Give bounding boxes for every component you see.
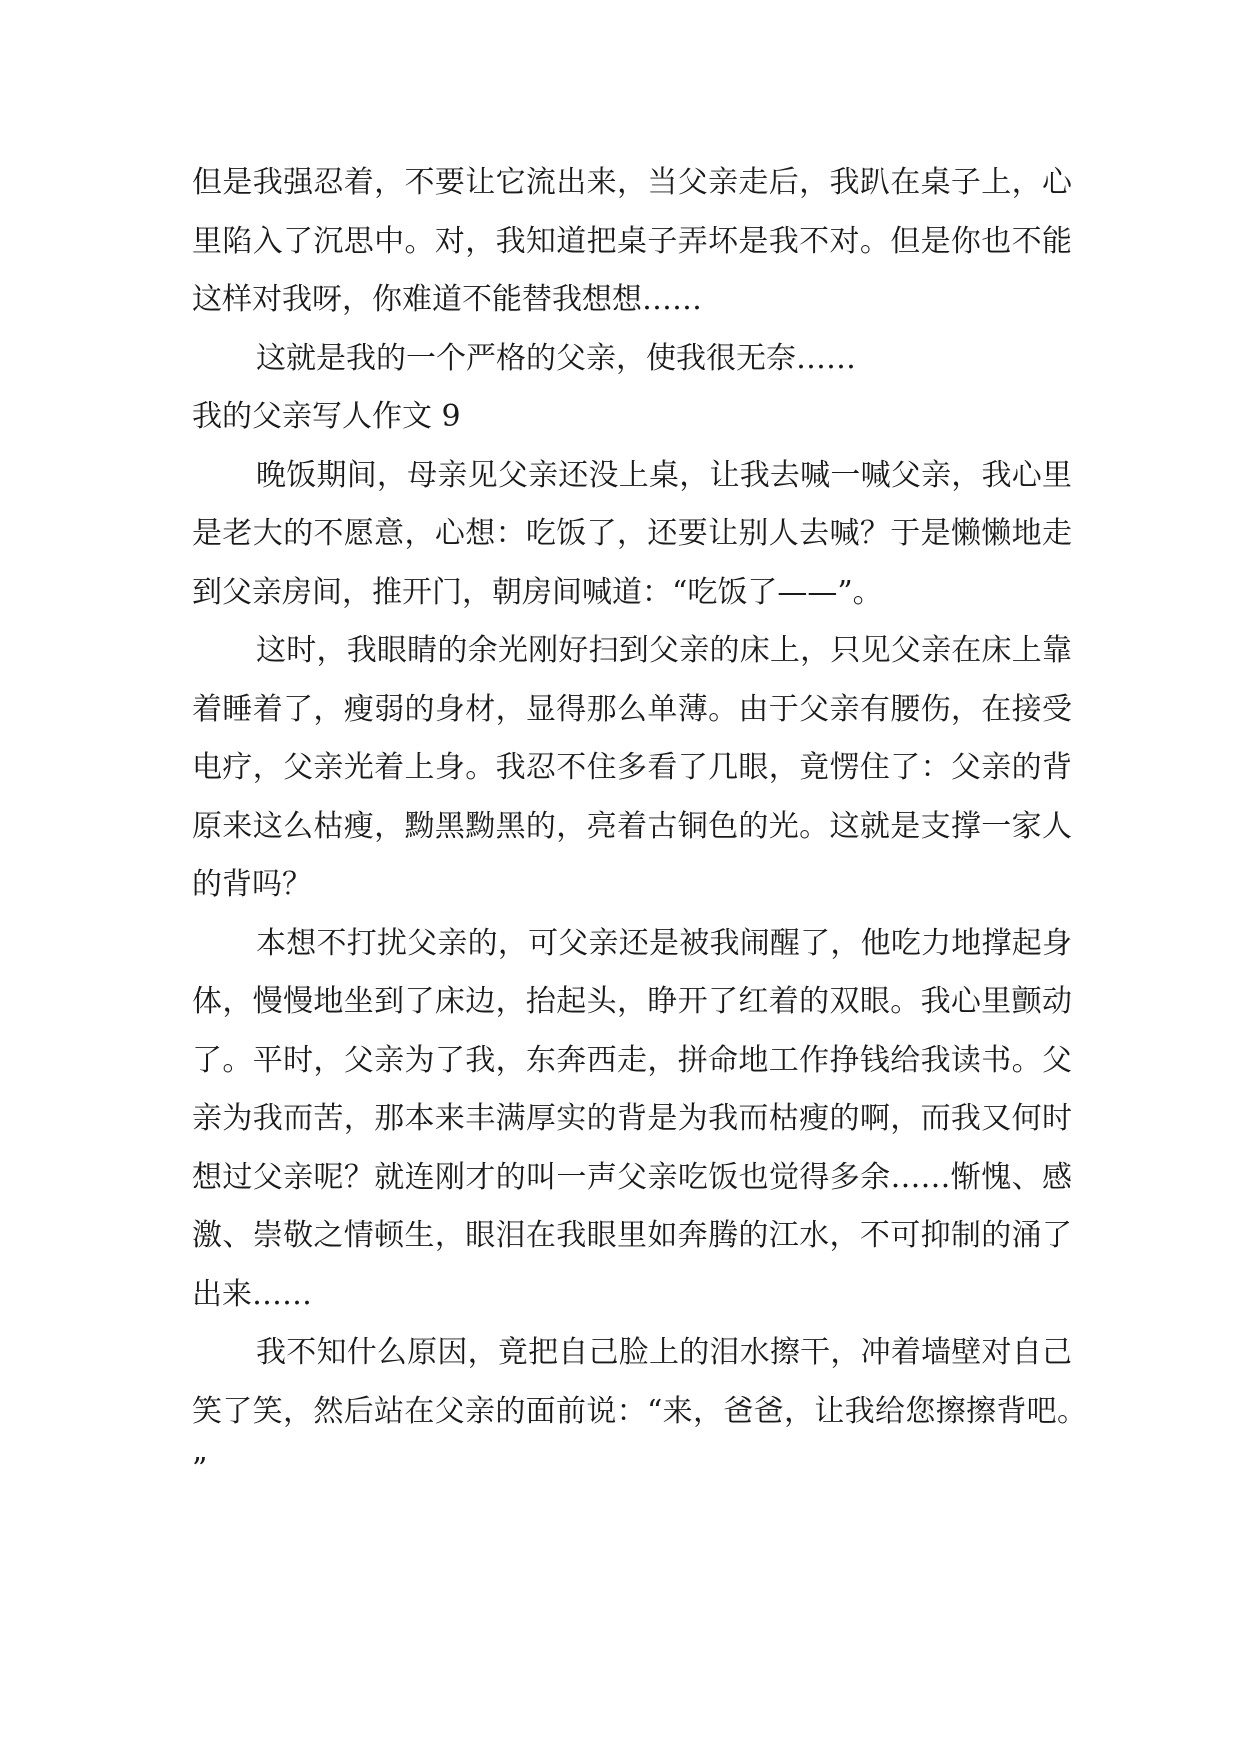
paragraph-conclusion: 这就是我的一个严格的父亲，使我很无奈…… [256,340,856,376]
document-page [192,154,1072,1500]
section-title: 我的父亲写人作文 9 [192,399,461,434]
paragraph-body-1: 晚饭期间，母亲见父亲还没上桌，让我去喊一喊父亲，我心里是老大的不愿意，心想：吃饭了，还要让别人去喊？于是懒懒地走到父亲房间，推开门，朝房间喊道：“吃饭了——”。 [192,457,1072,610]
paragraph-body-2: 这时，我眼睛的余光刚好扫到父亲的床上，只见父亲在床上靠着睡着了，瘦弱的身材，显得那么单薄。由于父亲有腰伤，在接受电疗，父亲光着上身。我忍不住多看了几眼，竟愣住了：父亲的背原来这么枯瘦，黝黑黝黑的，亮着古铜色的光。这就是支撑一家人的背吗？ [192,633,1072,902]
paragraph-body-3: 本想不打扰父亲的，可父亲还是被我闹醒了，他吃力地撑起身体，慢慢地坐到了床边，抬起头，睁开了红着的双眼。我心里颤动了。平时，父亲为了我，东奔西走，拼命地工作挣钱给我读书。父亲为我而苦，那本来丰满厚实的背是为我而枯瘦的啊，而我又何时想过父亲呢？就连刚才的叫一声父亲吃饭也觉得多余……惭愧、感激、崇敬之情顿生，眼泪在我眼里如奔腾的江水，不可抑制的涌了出来…… [192,925,1072,1312]
paragraph-continued: 但是我强忍着，不要让它流出来，当父亲走后，我趴在桌子上，心里陷入了沉思中。对，我知道把桌子弄坏是我不对。但是你也不能这样对我呀，你难道不能替我想想…… [192,165,1072,317]
paragraph-body-4: 我不知什么原因，竟把自己脸上的泪水擦干，冲着墙壁对自己笑了笑，然后站在父亲的面前说：“来，爸爸，让我给您擦擦背吧。” [192,1335,1072,1487]
